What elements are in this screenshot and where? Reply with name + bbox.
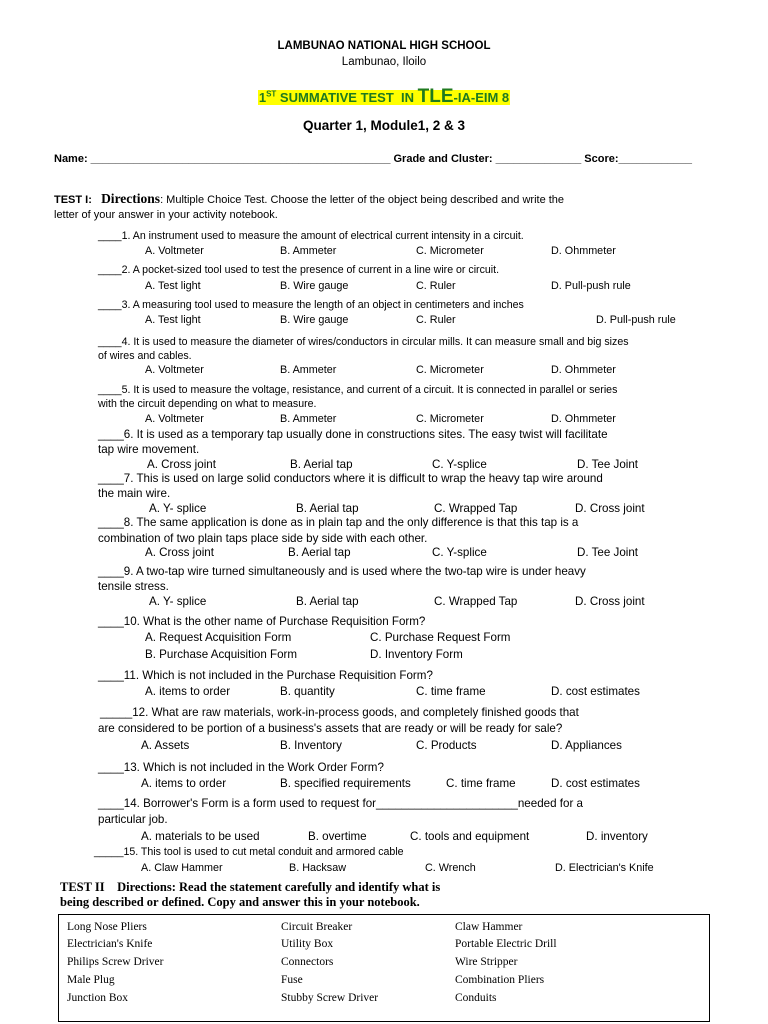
question-9-option-c: C. Wrapped Tap bbox=[434, 595, 518, 608]
question-10-option-c: B. Purchase Acquisition Form bbox=[145, 648, 298, 661]
question-3-option-a: A. Test light bbox=[145, 314, 201, 326]
test1-directions-line2: letter of your answer in your activity notebook. bbox=[54, 209, 278, 221]
school-location: Lambunao, Iloilo bbox=[341, 56, 427, 68]
question-3-option-d: D. Pull-push rule bbox=[596, 314, 676, 326]
question-13-option-d: D. cost estimates bbox=[551, 777, 640, 790]
question-1-option-b: B. Ammeter bbox=[280, 245, 337, 257]
question-2-option-d: D. Pull-push rule bbox=[551, 280, 631, 292]
question-6-text-line-1: ____6. It is used as a temporary tap usually done in constructions sites. The easy twist will facilitate bbox=[98, 428, 608, 441]
word-bank-item: Electrician's Knife bbox=[67, 938, 153, 950]
word-bank-item: Junction Box bbox=[67, 992, 129, 1004]
word-bank-item: Long Nose Pliers bbox=[67, 921, 147, 933]
question-7-option-d: D. Cross joint bbox=[575, 502, 645, 515]
question-11-option-c: C. time frame bbox=[416, 685, 486, 698]
title-part-a: SUMMATIVE TEST IN bbox=[276, 90, 418, 105]
question-2-option-a: A. Test light bbox=[145, 280, 201, 292]
question-13-option-b: B. specified requirements bbox=[280, 777, 411, 790]
test2-directions-label: Directions: bbox=[117, 880, 176, 894]
title-ordinal: 1 bbox=[258, 90, 267, 105]
question-14-option-b: B. overtime bbox=[308, 830, 367, 843]
question-4-option-b: B. Ammeter bbox=[280, 364, 337, 376]
word-bank-item: Stubby Screw Driver bbox=[281, 992, 379, 1004]
question-5-option-c: C. Micrometer bbox=[416, 413, 484, 425]
question-5-text-line-1: ____5. It is used to measure the voltage, resistance, and current of a circuit. It is connected in parallel or series bbox=[98, 384, 618, 396]
question-6-option-c: C. Y-splice bbox=[432, 458, 487, 471]
question-13-option-a: A. items to order bbox=[141, 777, 227, 790]
question-15-option-b: B. Hacksaw bbox=[289, 862, 346, 874]
question-12-option-d: D. Appliances bbox=[551, 739, 622, 752]
question-11-option-b: B. quantity bbox=[280, 685, 335, 698]
word-bank-item: Male Plug bbox=[67, 974, 115, 986]
word-bank-item: Utility Box bbox=[281, 938, 334, 950]
test2-directions-line1 bbox=[60, 880, 440, 895]
question-13-text-line-1: ____13. Which is not included in the Work Order Form? bbox=[98, 761, 384, 774]
test1-directions-text: : Multiple Choice Test. Choose the letter of the object being described and write the bbox=[160, 194, 565, 206]
word-bank-item: Connectors bbox=[281, 956, 334, 968]
word-bank-item: Portable Electric Drill bbox=[455, 938, 557, 950]
student-info-line: Name: _________________________________________________ Grade and Cluster: ______________ Score:____________ bbox=[54, 153, 692, 165]
question-8-option-a: A. Cross joint bbox=[145, 546, 214, 559]
question-15-option-a: A. Claw Hammer bbox=[141, 862, 223, 874]
word-bank-item: Fuse bbox=[281, 974, 303, 986]
question-12-text-line-2: are considered to be portion of a business's assets that are ready or will be ready for sale? bbox=[98, 722, 563, 735]
question-5-option-d: D. Ohmmeter bbox=[551, 413, 616, 425]
question-1-option-c: C. Micrometer bbox=[416, 245, 484, 257]
question-10-text-line-1: ____10. What is the other name of Purchase Requisition Form? bbox=[98, 615, 426, 628]
question-14-option-d: D. inventory bbox=[586, 830, 648, 843]
question-15-option-d: D. Electrician's Knife bbox=[555, 862, 654, 874]
question-8-option-b: B. Aerial tap bbox=[288, 546, 351, 559]
question-3-option-c: C. Ruler bbox=[416, 314, 456, 326]
question-13-option-c: C. time frame bbox=[446, 777, 516, 790]
question-5-option-b: B. Ammeter bbox=[280, 413, 337, 425]
question-8-option-c: C. Y-splice bbox=[432, 546, 487, 559]
question-7-text-line-1: ____7. This is used on large solid conductors where it is difficult to wrap the heavy tap wire around bbox=[98, 472, 603, 485]
question-8-option-d: D. Tee Joint bbox=[577, 546, 639, 559]
question-15-option-c: C. Wrench bbox=[425, 862, 476, 874]
question-7-option-c: C. Wrapped Tap bbox=[434, 502, 518, 515]
question-4-text-line-2: of wires and cables. bbox=[98, 350, 192, 362]
question-4-option-c: C. Micrometer bbox=[416, 364, 484, 376]
question-9-option-a: A. Y- splice bbox=[149, 595, 207, 608]
test2-directions-line2: being described or defined. Copy and answer this in your notebook. bbox=[60, 895, 420, 909]
question-14-option-c: C. tools and equipment bbox=[410, 830, 530, 843]
question-10-option-b: C. Purchase Request Form bbox=[370, 631, 511, 644]
question-9-option-b: B. Aerial tap bbox=[296, 595, 359, 608]
test1-label: TEST I: bbox=[54, 194, 92, 206]
question-14-text-line-1: ____14. Borrower's Form is a form used to request for______________________needed for a bbox=[98, 797, 583, 810]
question-11-option-d: D. cost estimates bbox=[551, 685, 640, 698]
school-name: LAMBUNAO NATIONAL HIGH SCHOOL bbox=[277, 40, 491, 52]
question-7-option-a: A. Y- splice bbox=[149, 502, 207, 515]
question-6-option-d: D. Tee Joint bbox=[577, 458, 639, 471]
question-6-option-a: A. Cross joint bbox=[147, 458, 216, 471]
question-15-text-line-1: _____15. This tool is used to cut metal conduit and armored cable bbox=[94, 846, 404, 858]
question-5-option-a: A. Voltmeter bbox=[145, 413, 204, 425]
test-title bbox=[0, 86, 768, 108]
question-1-option-a: A. Voltmeter bbox=[145, 245, 204, 257]
word-bank-item: Conduits bbox=[455, 992, 497, 1004]
question-3-option-b: B. Wire gauge bbox=[280, 314, 349, 326]
word-bank-item: Wire Stripper bbox=[455, 956, 518, 968]
question-6-text-line-2: tap wire movement. bbox=[98, 443, 200, 456]
question-9-text-line-2: tensile stress. bbox=[98, 580, 169, 593]
question-4-option-a: A. Voltmeter bbox=[145, 364, 204, 376]
question-1-option-d: D. Ohmmeter bbox=[551, 245, 616, 257]
question-2-option-b: B. Wire gauge bbox=[280, 280, 349, 292]
test2-label: TEST II bbox=[60, 880, 105, 894]
title-superscript: ST bbox=[266, 89, 277, 99]
question-10-option-a: A. Request Acquisition Form bbox=[145, 631, 292, 644]
test1-directions-label: Directions bbox=[101, 191, 161, 206]
question-7-text-line-2: the main wire. bbox=[98, 487, 171, 500]
title-subject: TLE bbox=[417, 86, 454, 107]
question-1-text-line-1: ____1. An instrument used to measure the amount of electrical current intensity in a circuit. bbox=[98, 230, 524, 242]
test2-directions-text: Read the statement carefully and identify what is bbox=[175, 880, 441, 894]
question-10-option-d: D. Inventory Form bbox=[370, 648, 463, 661]
test1-directions-line1 bbox=[54, 191, 564, 207]
question-4-option-d: D. Ohmmeter bbox=[551, 364, 616, 376]
question-14-option-a: A. materials to be used bbox=[141, 830, 260, 843]
question-3-text-line-1: ____3. A measuring tool used to measure the length of an object in centimeters and inches bbox=[98, 299, 524, 311]
word-bank-item: Circuit Breaker bbox=[281, 921, 353, 933]
question-12-option-a: A. Assets bbox=[141, 739, 190, 752]
question-8-text-line-2: combination of two plain taps place side by side with each other. bbox=[98, 532, 428, 545]
question-8-text-line-1: ____8. The same application is done as in plain tap and the only difference is that this tap is a bbox=[98, 516, 579, 529]
quarter-heading: Quarter 1, Module1, 2 & 3 bbox=[302, 118, 466, 133]
question-11-text-line-1: ____11. Which is not included in the Purchase Requisition Form? bbox=[98, 669, 433, 682]
question-6-option-b: B. Aerial tap bbox=[290, 458, 353, 471]
word-bank-item: Claw Hammer bbox=[455, 921, 523, 933]
question-12-text-line-1: _____12. What are raw materials, work-in-process goods, and completely finished goods that bbox=[100, 706, 579, 719]
question-2-text-line-1: ____2. A pocket-sized tool used to test the presence of current in a line wire or circuit. bbox=[98, 264, 500, 276]
word-bank-box bbox=[58, 914, 710, 1022]
word-bank-item: Philips Screw Driver bbox=[67, 956, 164, 968]
question-2-option-c: C. Ruler bbox=[416, 280, 456, 292]
question-4-text-line-1: ____4. It is used to measure the diameter of wires/conductors in circular mills. It can measure small and big sizes bbox=[98, 336, 629, 348]
word-bank-item: Combination Pliers bbox=[455, 974, 545, 986]
question-5-text-line-2: with the circuit depending on what to measure. bbox=[98, 398, 317, 410]
question-12-option-c: C. Products bbox=[416, 739, 477, 752]
question-9-text-line-1: ____9. A two-tap wire turned simultaneously and is used where the two-tap wire is under heavy bbox=[98, 565, 586, 578]
question-7-option-b: B. Aerial tap bbox=[296, 502, 359, 515]
title-part-b: -IA-EIM 8 bbox=[453, 90, 510, 105]
question-11-option-a: A. items to order bbox=[145, 685, 231, 698]
question-9-option-d: D. Cross joint bbox=[575, 595, 645, 608]
question-12-option-b: B. Inventory bbox=[280, 739, 342, 752]
question-14-text-line-2: particular job. bbox=[98, 813, 168, 826]
